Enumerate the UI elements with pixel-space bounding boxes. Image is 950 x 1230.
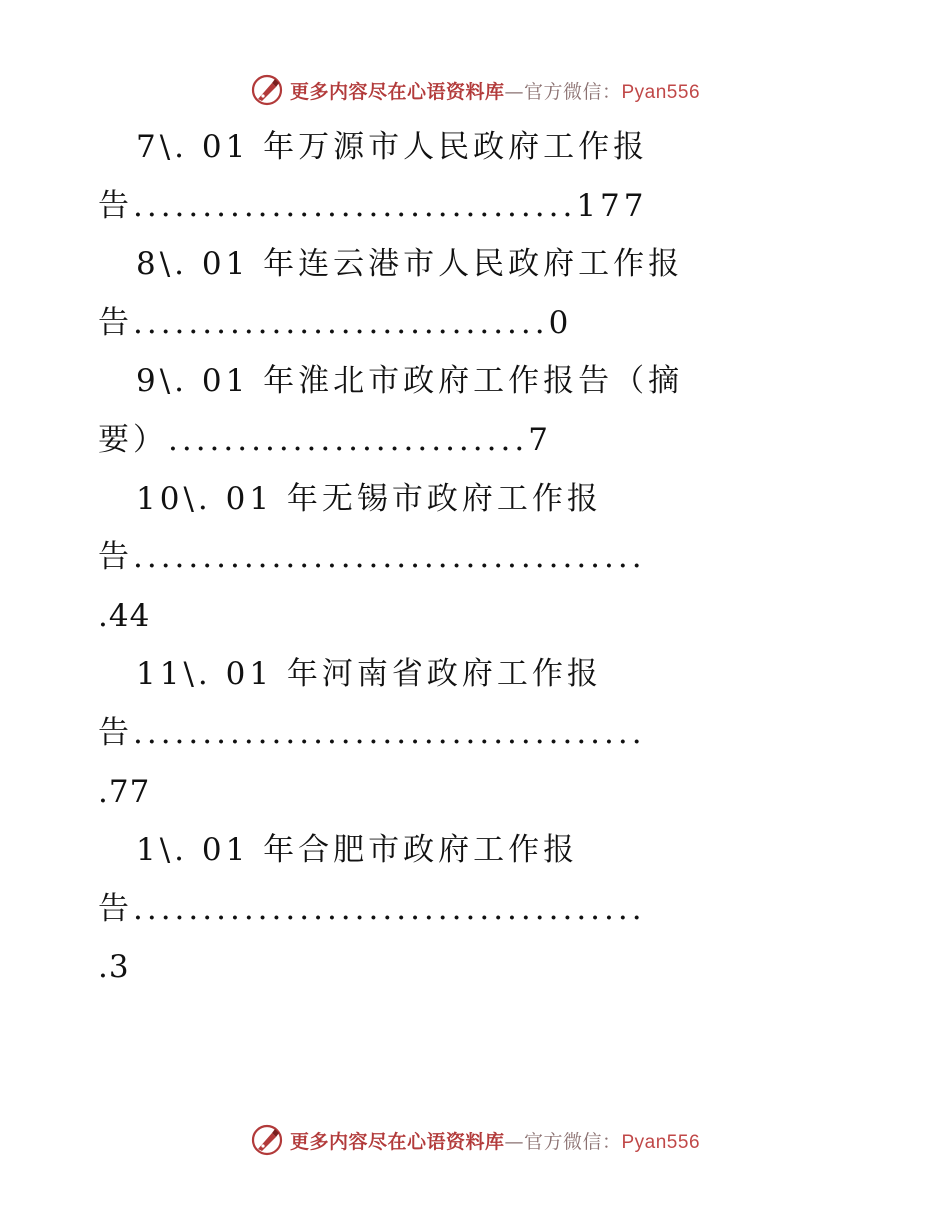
watermark-separator: — <box>504 1130 524 1153</box>
pen-nib-logo-icon <box>250 1123 284 1157</box>
table-of-contents <box>98 118 843 997</box>
toc-entry-page-number: .3 <box>98 949 130 986</box>
watermark-contact: 官方微信： <box>523 80 622 103</box>
toc-entry-leader: 告................................177 <box>98 187 648 224</box>
toc-entry-title: 10\. 01 年无锡市政府工作报 <box>136 480 602 517</box>
toc-entry-title: 8\. 01 年连云港市人民政府工作报 <box>136 246 684 283</box>
toc-entry-leader: 告..................................... <box>98 539 646 576</box>
watermark-separator: — <box>504 80 524 103</box>
toc-entry-leader: 告..............................0 <box>98 304 573 341</box>
toc-entry-page-number: .77 <box>98 773 151 810</box>
watermark-wechat-id: Pyan556 <box>621 1131 701 1153</box>
toc-entry-title: 7\. 01 年万源市人民政府工作报 <box>136 129 649 165</box>
toc-entry-leader: 要）..........................7 <box>98 421 552 458</box>
watermark-brand: 更多内容尽在心语资料库 <box>289 1130 505 1153</box>
header-watermark <box>0 70 950 110</box>
watermark-brand: 更多内容尽在心语资料库 <box>289 80 505 103</box>
toc-entry-title: 9\. 01 年淮北市政府工作报告（摘 <box>136 363 684 400</box>
watermark-text <box>290 1127 700 1154</box>
watermark-text <box>290 77 700 104</box>
footer-watermark <box>0 1120 950 1160</box>
watermark-contact: 官方微信： <box>523 1130 622 1153</box>
toc-entry-page-number: .44 <box>98 597 151 634</box>
toc-entry-title: 11\. 01 年河南省政府工作报 <box>136 656 602 693</box>
watermark-wechat-id: Pyan556 <box>621 81 701 103</box>
toc-entry-leader: 告..................................... <box>98 714 646 751</box>
toc-entry-title: 1\. 01 年合肥市政府工作报 <box>136 832 579 869</box>
pen-nib-logo-icon <box>250 73 284 107</box>
toc-entry-leader: 告..................................... <box>98 890 646 927</box>
